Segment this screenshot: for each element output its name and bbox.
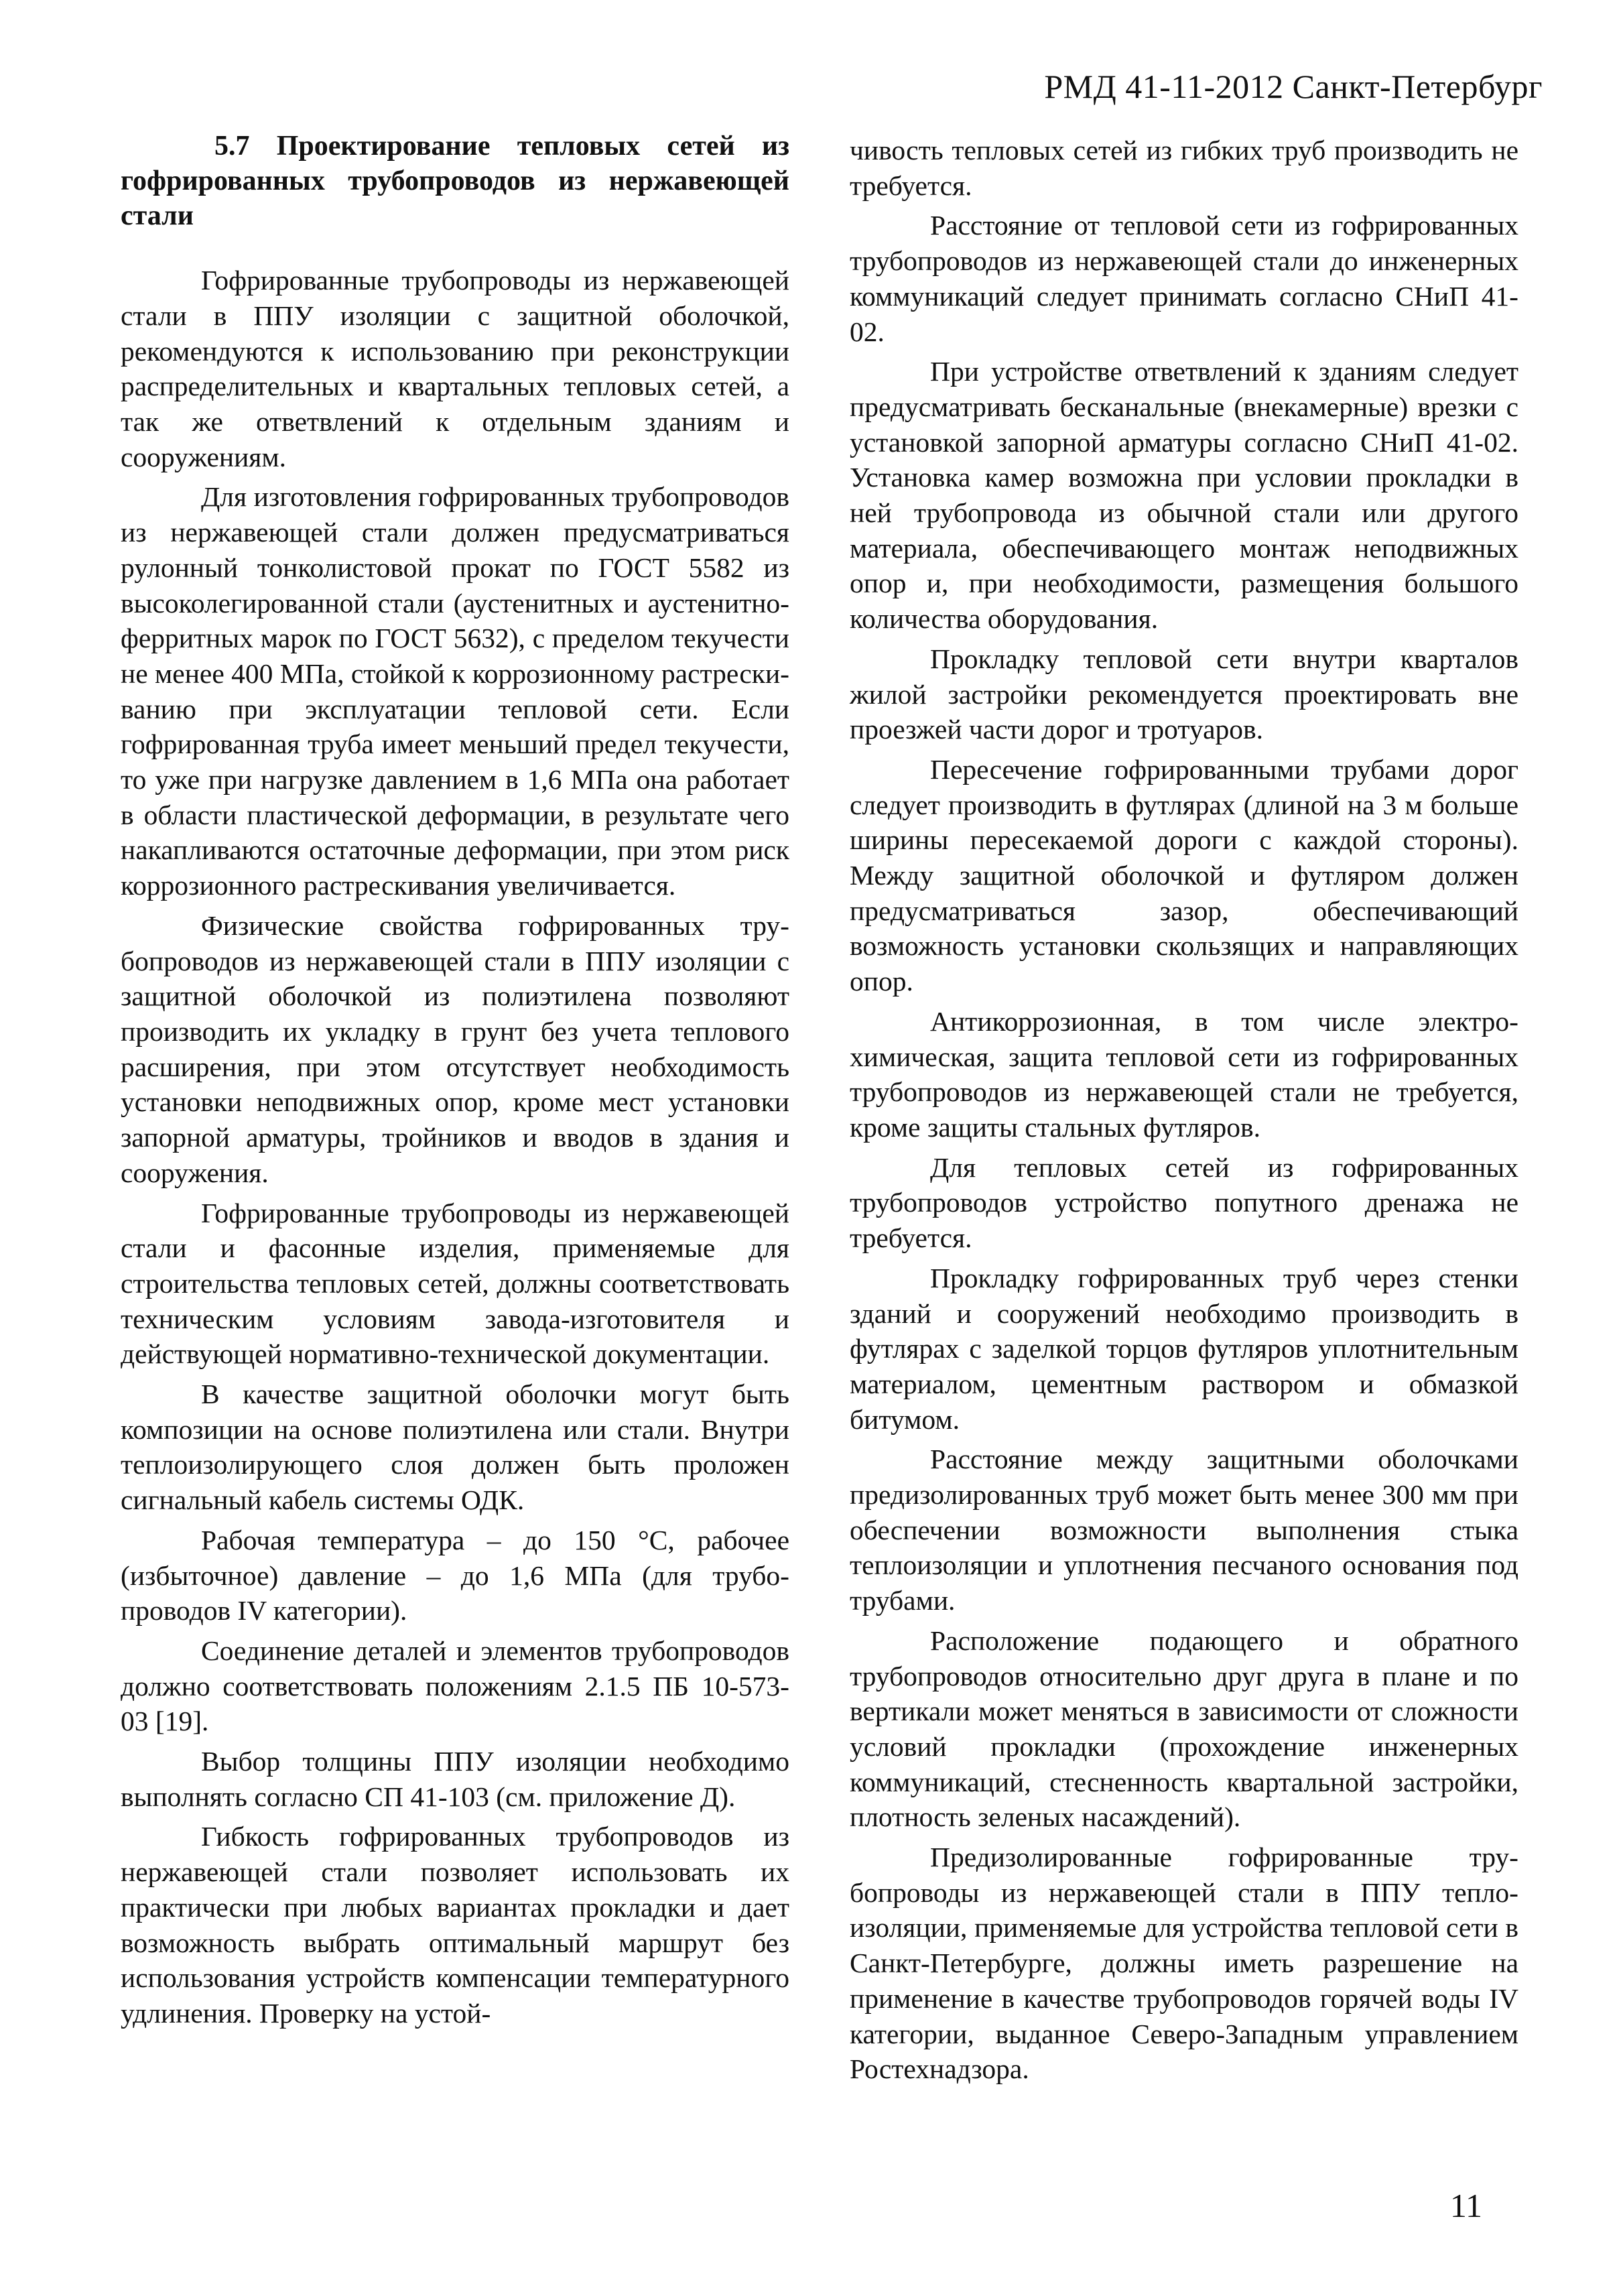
paragraph: Для изготовления гофрированных трубопроводов из нержавеющей стали должен предусматриваться рулонный тонколистовой прокат по ГОСТ 5582 из высоколегированной стали (аустенитных и аустенитно-ферритных марок по ГОСТ 5632), с пределом текучести не менее 400 МПа, стойкой к коррозионному растрескиванию при эксплуатации тепловой сети. Если гофрированная труба имеет меньший предел текучести, то уже при нагрузке давлением в 1,6 МПа она работает в области пластической деформации, в результате чего накапливаются остаточные деформации, при этом риск коррозионного растрескивания увеличивается. [121,481,789,901]
paragraph: Расстояние между защитными оболочками предизолированных труб может быть менее 300 мм при обеспечении возможности выполнения стыка теплоизоляции и уплотнения песчаного основания под трубами. [850,1444,1518,1616]
paragraph: Расстояние от тепловой сети из гофрированных трубопроводов из нержавеющей стали до инженерных коммуникаций следует принимать согласно СНиП 41-02. [850,210,1518,347]
paragraph: Расположение подающего и обратного трубопроводов относительно друг друга в плане и по вертикали может меняться в зависимости от сложности условий прокладки (прохождение инженерных коммуникаций, стесненность квартальной застройки, плотность зеленых насаждений). [850,1624,1518,1833]
paragraph: Гофрированные трубопроводы из нержавеющей стали и фасонные изделия, применяемые для строительства тепловых сетей, должны соответствовать техническим условиям завода-изготовителя и действующей нормативно-технической документации. [121,1197,789,1370]
paragraph: Рабочая температура – до 150 °С, рабочее (избыточное) давление – до 1,6 МПа (для трубопроводов IV категории). [121,1524,789,1627]
paragraph: Гофрированные трубопроводы из нержавеющей стали в ППУ изоляции с защитной оболочкой, рекомендуются к использованию при реконструкции распределительных и квартальных тепловых сетей, а так же ответвлений к отдельным зданиям и сооружениям. [121,265,789,472]
paragraph: Антикоррозионная, в том числе электрохимическая, защита тепловой сети из гофрированных трубопроводов из нержавеющей стали не требуется, кроме защиты стальных футляров. [850,1005,1518,1143]
paragraph: В качестве защитной оболочки могут быть композиции на основе полиэтилена или стали. Внутри теплоизолирующего слоя должен быть проложен сигнальный кабель системы ОДК. [121,1379,789,1516]
paragraph: Пересечение гофрированными трубами дорог следует производить в футлярах (длиной на 3 м больше ширины пересекаемой дороги с каждой стороны). Между защитной оболочкой и футляром должен предусматриваться зазор, обеспечивающий возможность установки скользящих и направляющих опор. [850,753,1518,997]
right-column [850,133,1518,2092]
paragraph: Прокладку гофрированных труб через стенки зданий и сооружений необходимо производить в футлярах с заделкой торцов футляров уплотнительным материалом, цементным раствором и обмазкой битумом. [850,1262,1518,1435]
paragraph: Гибкость гофрированных трубопроводов из нержавеющей стали позволяет использовать их практически при любых вариантах прокладки и дает возможность выбрать оптимальный маршрут без использования устройств компенсации температурного удлинения. Проверку на устой- [121,1821,789,2029]
paragraph: Прокладку тепловой сети внутри кварталов жилой застройки рекомендуется проектировать вне проезжей части дорог и тротуаров. [850,643,1518,745]
running-header: РМД 41-11-2012 Санкт-Петербург [1044,68,1543,105]
page-number: 11 [1449,2187,1482,2224]
section-title: 5.7 Проектирование тепловых сетей из гофрированных трубопроводов из нержавеющей стали [121,131,789,232]
paragraph: Предизолированные гофрированные трубопроводы из нержавеющей стали в ППУ теплоизоляции, применяемые для устройства тепловой сети в Санкт-Петербурге, должны иметь разрешение на применение в качестве трубопроводов горячей воды IV категории, выданное Северо-Западным управлением Ростехнадзора. [850,1842,1518,2085]
paragraph: Соединение деталей и элементов трубопроводов должно соответствовать положениям 2.1.5 ПБ 10-573-03 [19]. [121,1635,789,1737]
left-column [121,129,789,2036]
paragraph: При устройстве ответвлений к зданиям следует предусматривать бесканальные (внекамерные) врезки с установкой запорной арматуры согласно СНиП 41-02. Установка камер возможна при условии прокладки в ней трубопровода из обычной стали или другого материала, обеспечивающего монтаж неподвижных опор и, при необходимости, размещения большого количества оборудования. [850,356,1518,635]
paragraph: Физические свойства гофрированных трубопроводов из нержавеющей стали в ППУ изоляции с защитной оболочкой из полиэтилена позволяют производить их укладку в грунт без учета теплового расширения, при этом отсутствует необходимость установки неподвижных опор, кроме мест установки запорной арматуры, тройников и вводов в здания и сооружения. [121,909,789,1188]
paragraph: Для тепловых сетей из гофрированных трубопроводов устройство попутного дренажа не требуется. [850,1151,1518,1254]
paragraph: Выбор толщины ППУ изоляции необходимо выполнять согласно СП 41-103 (см. приложение Д). [121,1746,789,1812]
paragraph-continued: чивость тепловых сетей из гибких труб производить не требуется. [850,135,1518,201]
